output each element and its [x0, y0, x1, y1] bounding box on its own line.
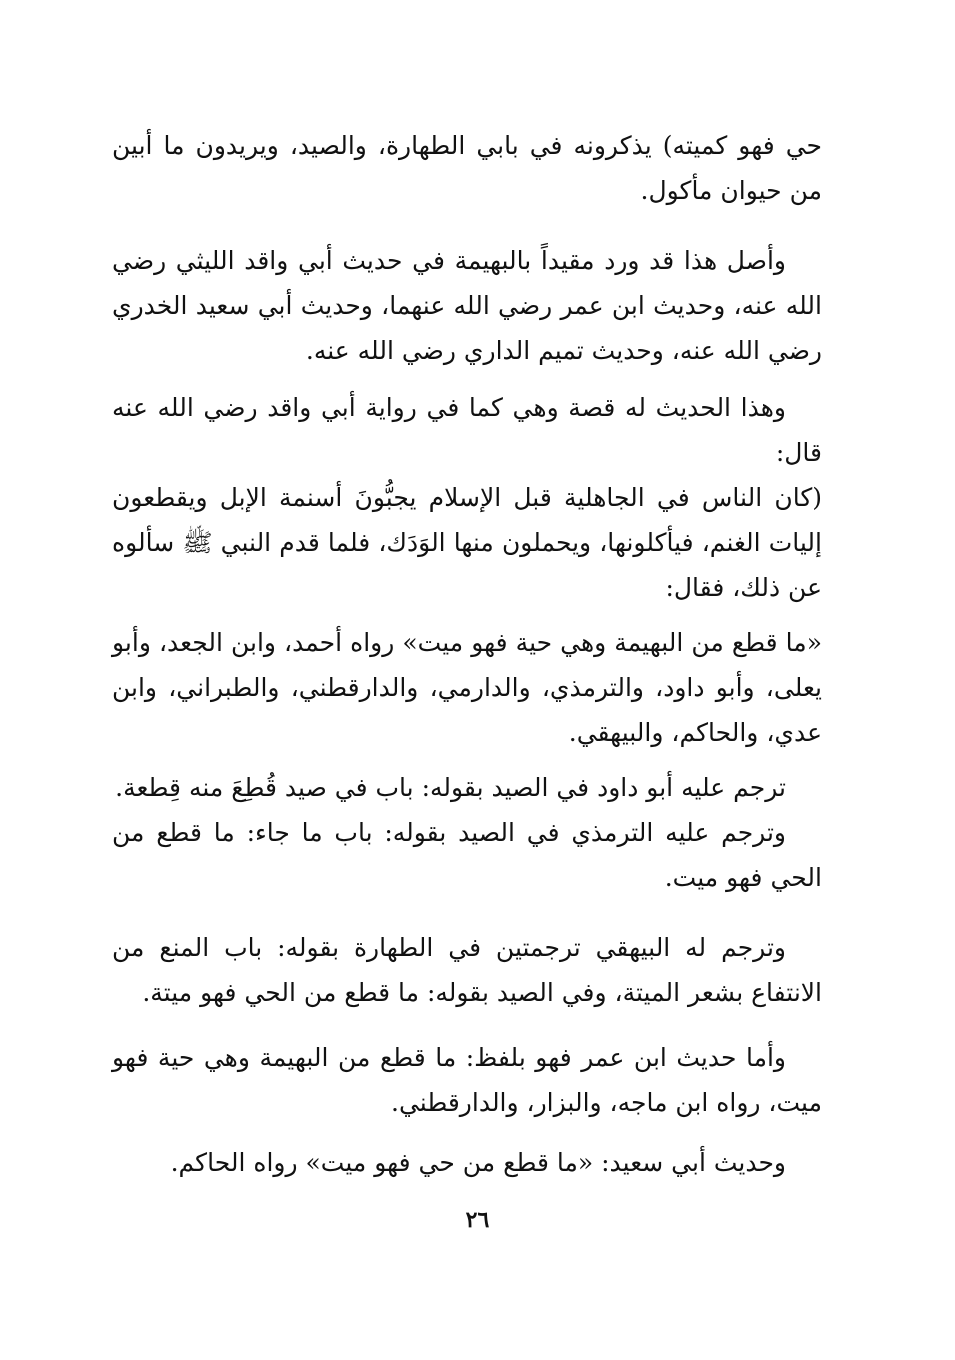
page-number: ٢٦: [465, 1207, 490, 1233]
paragraph-bayhaqi-heading: وترجم له البيهقي ترجمتين في الطهارة بقوله: باب المنع من الانتفاع بشعر الميتة، وفي الصيد بقوله: ما قطع من الحي فهو ميتة.: [112, 933, 822, 1007]
paragraph-story-intro: وهذا الحديث له قصة وهي كما في رواية أبي واقد رضي الله عنه قال:: [112, 393, 822, 467]
paragraph-hadith-text: «ما قطع من البهيمة وهي حية فهو ميت» رواه أحمد، وابن الجعد، وأبو يعلى، وأبو داود، والترمذي، والدارمي، والدارقطني، والطبراني، وابن عدي، والحاكم، والبيهقي.: [112, 628, 822, 747]
paragraph-continuation: حي فهو كميته) يذكرونه في بابي الطهارة، والصيد، ويريدون ما أبين من حيوان مأكول.: [112, 131, 822, 205]
paragraph-abu-dawud-heading: ترجم عليه أبو داود في الصيد بقوله: باب في صيد قُطِعَ منه قِطعة.: [115, 773, 786, 802]
paragraph-hadith-origins: وأصل هذا قد ورد مقيداً بالبهيمة في حديث أبي واقد الليثي رضي الله عنه، وحديث ابن عمر رضي الله عنهما، وحديث أبي سعيد الخدري رضي الله عنه، وحديث تميم الداري رضي الله عنه.: [112, 246, 822, 365]
paragraph-ibn-umar-hadith: وأما حديث ابن عمر فهو بلفظ: ما قطع من البهيمة وهي حية فهو ميت، رواه ابن ماجه، والبزار، والدارقطني.: [112, 1043, 822, 1117]
paragraph-story-quote: (كان الناس في الجاهلية قبل الإسلام يجبُّونَ أسنمة الإبل ويقطعون إليات الغنم، فيأكلونها، ويحملون منها الوَدَك، فلما قدم النبي ﷺ سألوه عن ذلك، فقال:: [112, 483, 822, 602]
paragraph-tirmidhi-heading: وترجم عليه الترمذي في الصيد بقوله: باب ما جاء: ما قطع من الحي فهو ميت.: [112, 818, 822, 892]
paragraph-abu-said-hadith: وحديث أبي سعيد: «ما قطع من حي فهو ميت» رواه الحاكم.: [170, 1148, 786, 1177]
